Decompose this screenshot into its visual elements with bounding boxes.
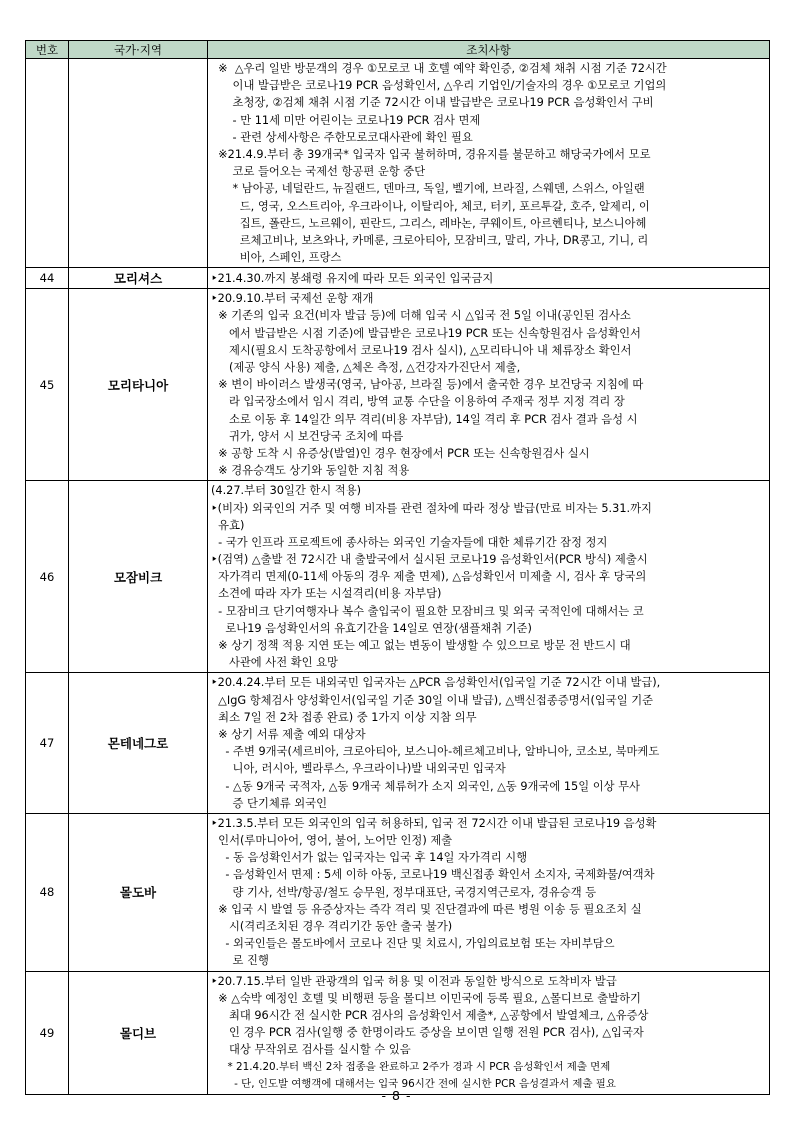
measure-line: 증 단기체류 외국인 (211, 796, 328, 810)
measure-line: ※ 공항 도착 시 유증상(발열)인 경우 현장에서 PCR 또는 신속항원검사 실시 (211, 446, 590, 460)
measure-line: 유효) (211, 518, 245, 532)
measure-line: 최소 7일 전 2차 접종 완료) 중 1가지 이상 지참 의무 (211, 710, 477, 724)
measure-line: 인서(루마니아어, 영어, 불어, 노어만 인정) 제출 (211, 834, 453, 848)
measure-line: ※ 경유승객도 상기와 동일한 지침 적용 (211, 464, 410, 478)
measure-line: ※ 기존의 입국 요건(비자 발급 등)에 더해 입국 시 △입국 전 5일 이내(공인된 검사소 (211, 309, 631, 323)
measure-line: 드, 영국, 오스트리아, 우크라이나, 이탈리아, 체코, 터키, 포르투갈, 호주, 알제리, 이 (211, 199, 650, 213)
measure-line: (제공 양식 사용) 제출, △체온 측정, △건강자가진단서 제출, (211, 361, 521, 374)
measure-line: 소로 이동 후 14일간 의무 격리(비용 자부담), 14일 격리 후 PCR 검사 결과 음성 시 (211, 412, 638, 426)
row-measures (208, 268, 770, 289)
measure-line: ‣21.4.30.까지 봉쇄령 유지에 따라 모든 외국인 입국금지 (211, 271, 494, 285)
measure-line: - 음성확인서 면제 : 5세 이하 아동, 코로나19 백신접종 확인서 소지자, 국제화물/여객차 (211, 868, 655, 882)
measure-line: 코로 들어오는 국제선 항공편 운항 중단 (211, 165, 426, 179)
measure-line: ※ 상기 정책 적용 지연 또는 예고 없는 변동이 발생할 수 있으므로 방문 전 반드시 대 (211, 639, 631, 652)
measure-line: ※ 변이 바이러스 발생국(영국, 남아공, 브라질 등)에서 출국한 경우 보건당국 지침에 따 (211, 378, 644, 392)
row-number: 46 (26, 481, 69, 673)
measure-line: ※ △우리 일반 방문객의 경우 ①모로코 내 호텔 예약 확인증, ②검체 채취 시점 기준 72시간 (211, 62, 667, 75)
measure-line: 초청장, ②검체 채취 시점 기준 72시간 이내 발급받은 코로나19 PCR 음성확인서 구비 (211, 96, 654, 110)
header-number: 번호 (26, 41, 69, 59)
measure-line: 로 진행 (211, 954, 269, 968)
row-country: 몰도바 (69, 813, 208, 971)
measure-line: 량 기사, 선박/항공/철도 승무원, 정부대표단, 국경지역근로자, 경유승객 등 (211, 885, 597, 899)
row-number: 47 (26, 673, 69, 814)
table-row (26, 289, 770, 481)
entry-measures-table (25, 40, 770, 1095)
measure-line: - 단, 인도발 여행객에 대해서는 입국 96시간 전에 실시한 PCR 음성결과서 제출 필요 (211, 1077, 616, 1090)
measure-line: (4.27.부터 30일간 한시 적용) (211, 484, 362, 498)
row-country: 몬테네그로 (69, 673, 208, 814)
measure-line: 로나19 음성확인서의 유효기간을 14일로 연장(샘플채취 기준) (211, 621, 532, 635)
measure-line: ‣(비자) 외국인의 거주 및 여행 비자를 관련 절차에 따라 정상 발급(만료 비자는 5.31.까지 (211, 501, 652, 515)
measure-line: ‣(검역) △출발 전 72시간 내 출발국에서 실시된 코로나19 음성확인서(PCR 방식) 제출시 (211, 553, 648, 567)
row-country: 모잠비크 (69, 481, 208, 673)
measure-line: - 만 11세 미만 어린이는 코로나19 PCR 검사 면제 (211, 113, 481, 127)
measure-line: * 남아공, 네덜란드, 뉴질랜드, 덴마크, 독일, 벨기에, 브라질, 스웨덴, 스위스, 아일랜 (211, 182, 645, 196)
measure-line: ※21.4.9.부터 총 39개국* 입국자 입국 불허하며, 경유지를 불문하고 해당국가에서 모로 (211, 147, 651, 161)
header-country: 국가·지역 (69, 41, 208, 59)
measure-line: 소견에 따라 자가 또는 시설격리(비용 자부담) (211, 587, 442, 601)
measure-line: ‣20.7.15.부터 일반 관광객의 입국 허용 및 이전과 동일한 방식으로 도착비자 발급 (211, 974, 617, 988)
table-row (26, 481, 770, 673)
measure-line: - △동 9개국 국적자, △동 9개국 체류허가 소지 외국인, △동 9개국에 15일 이상 무사 (211, 779, 640, 793)
row-measures (208, 813, 770, 971)
page-number: - 8 - (381, 1088, 412, 1103)
measure-line: ※ 입국 시 발열 등 유증상자는 즉각 격리 및 진단결과에 따른 병원 이송 등 필요조치 실 (211, 902, 642, 916)
row-measures (208, 481, 770, 673)
row-country: 모리타니아 (69, 289, 208, 481)
measure-line: ※ 상기 서류 제출 예외 대상자 (211, 727, 366, 741)
measure-line: 인 경우 PCR 검사(일행 중 한명이라도 증상을 보이면 일행 전원 PCR 검사), △입국자 (211, 1026, 644, 1040)
measure-line: - 주변 9개국(세르비아, 크로아티아, 보스니아-헤르체고비나, 알바니아, 코소보, 북마케도 (211, 745, 660, 759)
measure-line: 이내 발급받은 코로나19 PCR 음성확인서, △우리 기업인/기술자의 경우 ①모로코 기업의 (211, 79, 667, 93)
measure-line: 자가격리 면제(0-11세 아동의 경우 제출 면제), △음성확인서 미제출 시, 검사 후 당국의 (211, 570, 647, 584)
table-row (26, 971, 770, 1094)
measure-line: ‣20.9.10.부터 국제선 운항 재개 (211, 292, 374, 306)
row-number: 44 (26, 268, 69, 289)
measure-line: 비아, 스페인, 프랑스 (211, 251, 342, 265)
measure-line: 라 입국장소에서 임시 격리, 방역 교통 수단을 이용하여 주재국 정부 지정 격리 장 (211, 395, 625, 409)
table-row (26, 813, 770, 971)
measure-line: - 모잠비크 단기여행자나 복수 출입국이 필요한 모잠비크 및 외국 국적인에 대해서는 코 (211, 604, 644, 618)
measure-line: 귀가, 양서 시 보건당국 조치에 따름 (211, 429, 404, 443)
measure-line: 니아, 러시아, 벨라루스, 우크라이나)발 내외국민 입국자 (211, 762, 506, 776)
measure-line: 시(격리조치된 경우 격리기간 동안 출국 불가) (211, 920, 453, 933)
table-row (26, 268, 770, 289)
measure-line: ‣20.4.24.부터 모든 내외국민 입국자는 △PCR 음성확인서(입국일 기준 72시간 이내 발급), (211, 676, 661, 690)
row-number: 48 (26, 813, 69, 971)
header-measures: 조치사항 (208, 41, 770, 59)
row-country (69, 59, 208, 268)
measure-line: 대상 무작위로 검사를 실시할 수 있음 (211, 1043, 411, 1057)
row-measures (208, 289, 770, 481)
row-number: 45 (26, 289, 69, 481)
measure-line: - 관련 상세사항은 주한모로코대사관에 확인 필요 (211, 130, 473, 144)
table-row (26, 59, 770, 268)
measure-line: 최대 96시간 전 실시한 PCR 검사의 음성확인서 제출*, △공항에서 발열체크, △유증상 (211, 1008, 649, 1022)
measure-line: ‣21.3.5.부터 모든 외국인의 입국 허용하되, 입국 전 72시간 이내 발급된 코로나19 음성확 (211, 816, 657, 830)
measure-line: ※ △숙박 예정인 호텔 및 비행편 등을 몰디브 이민국에 등록 필요, △몰디브로 출발하기 (211, 991, 641, 1005)
row-measures (208, 59, 770, 268)
measure-line: - 동 음성확인서가 없는 입국자는 입국 후 14일 자가격리 시행 (211, 851, 528, 865)
row-number: 49 (26, 971, 69, 1094)
measure-line: 제시(필요시 도착공항에서 코로나19 검사 실시), △모리타니아 내 체류장소 확인서 (211, 343, 632, 357)
measure-line: △IgG 항체검사 양성확인서(입국일 기준 30일 이내 발급), △백신접종증명서(입국일 기준 (211, 693, 654, 707)
measure-line: 에서 발급받은 시점 기준)에 발급받은 코로나19 PCR 또는 신속항원검사 음성확인서 (211, 326, 641, 340)
row-measures (208, 673, 770, 814)
measure-line: * 21.4.20.부터 백신 2차 접종을 완료하고 2주가 경과 시 PCR 음성확인서 제출 면제 (211, 1060, 611, 1073)
measure-line: - 외국인들은 몰도바에서 코로나 진단 및 치료시, 가입의료보험 또는 자비부담으 (211, 937, 615, 951)
row-number (26, 59, 69, 268)
measure-line: 집트, 폴란드, 노르웨이, 핀란드, 그리스, 레바논, 쿠웨이트, 아르헨티나, 보스니아헤 (211, 216, 647, 230)
table-header-row (26, 41, 770, 59)
measure-line: 사관에 사전 확인 요망 (211, 656, 338, 670)
row-country: 몰디브 (69, 971, 208, 1094)
measure-line: 르체고비나, 보츠와나, 카메룬, 크로아티아, 모잠비크, 말리, 가나, DR콩고, 기니, 리 (211, 233, 649, 247)
table-body (26, 59, 770, 1095)
table-row (26, 673, 770, 814)
row-measures (208, 971, 770, 1094)
row-country: 모리셔스 (69, 268, 208, 289)
measure-line: - 국가 인프라 프로젝트에 종사하는 외국인 기술자들에 대한 체류기간 잠정 정지 (211, 535, 608, 549)
